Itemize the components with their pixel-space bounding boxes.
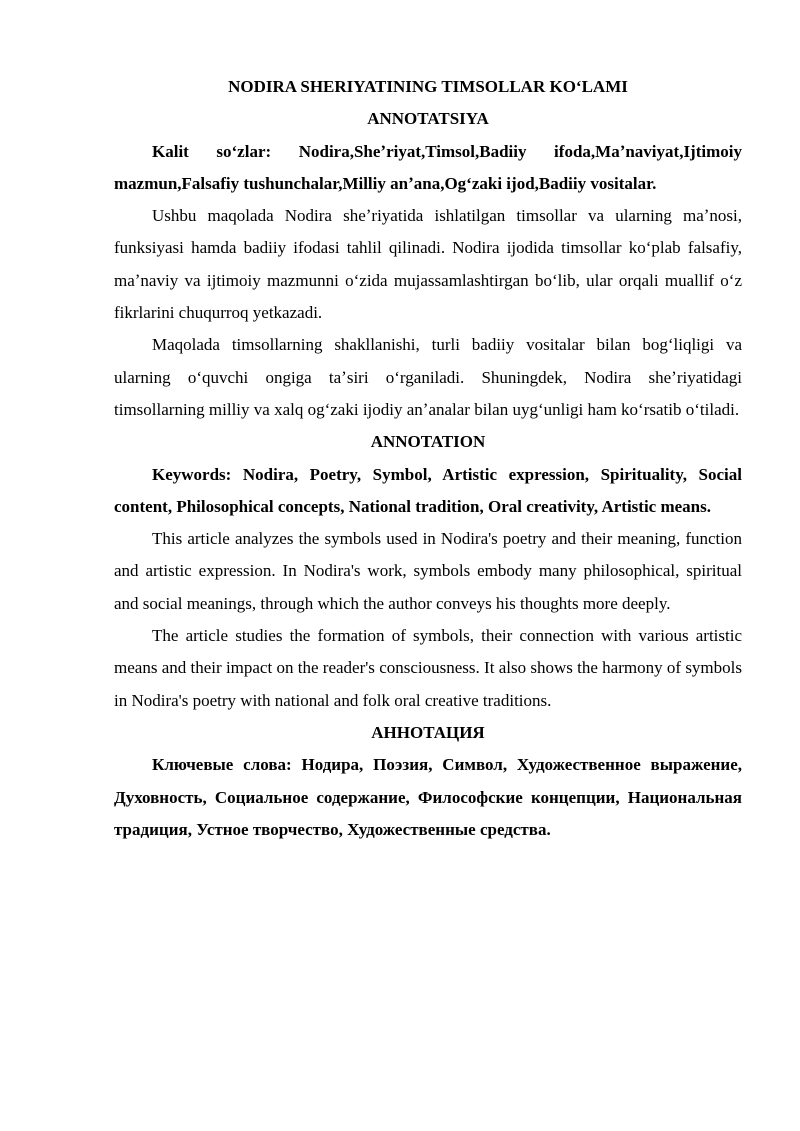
abstract-uz-paragraph-2: Maqolada timsollarning shakllanishi, turli badiiy vositalar bilan bogʻliqligi va ularning oʻquvchi ongiga taʼsiri oʻrganiladi. Shuningdek, Nodira sheʼriyatidagi timsollarning milliy va xalq ogʻzaki ijodiy anʼanalar bilan uygʻunligi ham koʻrsatib oʻtiladi.	[114, 335, 742, 419]
keywords-uz: Kalit soʻzlar: Nodira,Sheʼriyat,Timsol,Badiiy ifoda,Maʼnaviyat,Ijtimoiy mazmun,Falsafiy tushunchalar,Milliy anʼana,Ogʻzaki ijod,Badiiy vositalar.	[114, 141, 742, 193]
section-heading-ru: АННОТАЦИЯ	[371, 722, 485, 742]
keywords-en: Keywords: Nodira, Poetry, Symbol, Artistic expression, Spirituality, Social content, Philosophical concepts, National tradition, Oral creativity, Artistic means.	[114, 464, 742, 516]
document-page	[114, 71, 742, 846]
article-title: NODIRA SHERIYATINING TIMSOLLAR KOʻLAMI	[228, 77, 628, 96]
keywords-ru: Ключевые слова: Нодира, Поэзия, Символ, Художественное выражение, Духовность, Социальное содержание, Философские концепции, Национальная традиция, Устное творчество, Художественные средства.	[114, 755, 742, 839]
abstract-uz-paragraph-1: Ushbu maqolada Nodira sheʼriyatida ishlatilgan timsollar va ularning maʼnosi, funksiyasi hamda badiiy ifodasi tahlil qilinadi. Nodira ijodida timsollar koʻplab falsafiy, maʼnaviy va ijtimoiy mazmunni oʻzida mujassamlashtirgan boʻlib, ular orqali muallif oʻz fikrlarini chuqurroq yetkazadi.	[114, 206, 742, 323]
abstract-en-paragraph-2: The article studies the formation of symbols, their connection with various artistic means and their impact on the reader's consciousness. It also shows the harmony of symbols in Nodira's poetry with national and folk oral creative traditions.	[114, 626, 742, 710]
section-heading-en: ANNOTATION	[370, 432, 486, 452]
section-heading-uz: ANNOTATSIYA	[367, 109, 489, 129]
abstract-en-paragraph-1: This article analyzes the symbols used in Nodira's poetry and their meaning, function and artistic expression. In Nodira's work, symbols embody many philosophical, spiritual and social meanings, through which the author conveys his thoughts more deeply.	[114, 529, 742, 613]
